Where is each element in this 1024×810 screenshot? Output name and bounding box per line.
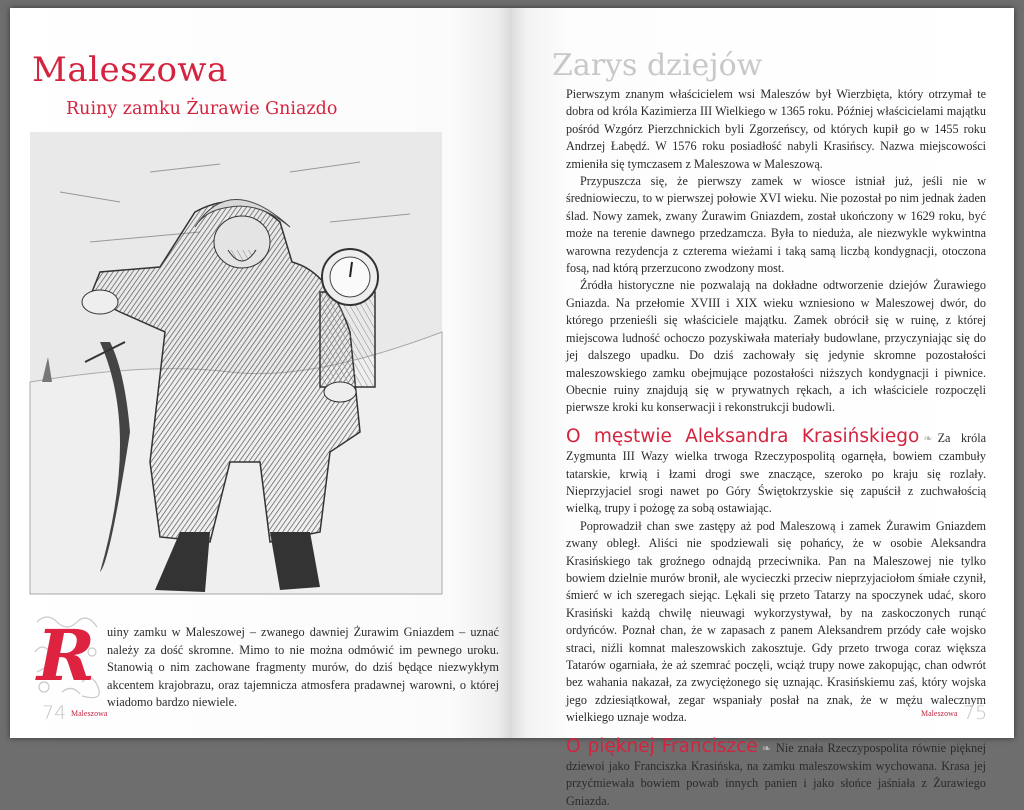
legend-lead: Nie znała Rzeczypospolita równie pięknej dziewoi jako Franciszka Krasińska, na zamku maleszowskim wychowana. Krasa jej przyćmiewała bowiem powab innych panien i jako słońce jaśniała z Żurawiego Gniazda. [566,740,986,808]
leaf-ornament-icon: ❧ [761,742,772,755]
legend-franciszka [566,735,986,810]
legend-lead: Za króla Zygmunta III Wazy wielka trwoga Rzeczypospolitą ogarnęła, bowiem czambuły tatarskie, krwią i łzami drogi swe znaczące, szeroko po kraju się rozlały. Nieprzyjaciel srogi nawet po Góry Świętokrzyskie się zapuścił z zuchwałością wielką, trupy i pożogę za sobą ostawiając. [566,430,986,516]
ornamental-r-icon [32,612,102,698]
illustration [30,132,442,594]
running-head: Maleszowa [71,709,108,718]
page-number: 75 [963,702,988,724]
article-body [566,86,986,810]
legend-paragraph: Poprowadził chan swe zastępy aż pod Maleszową i zamek Żurawim Gniazdem zwany obległ. Aliści nie spodziewali się pohańcy, że w osobie Aleksandra Krasińskiego tak groźnego odnajdą przeciwnika. Pan na Maleszowej nie tylko bowiem dzielnie murów bronił, ale wycieczki przeciw nieprzyjaciołom śmiałe czynił, śmierć w ich szeregach siejąc. Lękali się przeto Tatarzy na spoczynek udać, skoro Krasiński każdą chwilę nieuwagi wykorzystywał, by na zaskoczonych runąć ordyńców. Poznał chan, że w zapasach z panem Aleksandrem przódy całe wojsko straci, niźli komnat maleszowskich zakosztuje. Gdy przeto trwoga coraz większa Tatarów ogarniała, że aż szemrać poczęli, wciąż trupy nowe zakopując, chan odwrót bez wahania nakazał, za zwyciężonego się uznając. Krasińskiemu zaś, który wojska jego zdziesiątkował, zegar wspaniały posłał na znak, że w mężu walecznym wielkiego uznaje wodza. [566,518,986,725]
history-paragraph: Źródła historyczne nie pozwalają na dokładne odtworzenie dziejów Żurawiego Gniazda. Na przełomie XVIII i XIX wieku wzniesiono w Maleszowej dwór, do którego przenieśli się właściciele majątku. Zamek obrócił się w ruinę, z której miejscowa ludność ochoczo pozyskiwała materiały budowlane, przyczyniając się do jej dalszego upadku. Do dziś zachowały się jedynie skromne pozostałości maleszowskiego zamku obejmujące pozostałości niższych kondygnacji i piwnice. Obecnie ruiny znajdują się w prywatnych rękach, a ich właściciele rozpoczęli pierwsze kroki ku konserwacji i rekonstrukcji budowli. [566,278,986,415]
page-subtitle: Ruiny zamku Żurawie Gniazdo [66,99,338,119]
dropcap-ornament [32,612,102,698]
left-page [10,8,512,738]
leaf-ornament-icon: ❧ [923,432,933,445]
running-head: Maleszowa [921,709,958,718]
svg-text:R: R [36,614,96,697]
legend-title: O pięknej Franciszce [566,735,758,757]
history-paragraph: Przypuszcza się, że pierwszy zamek w wiosce istniał już, jeśli nie w średniowieczu, to w pierwszej połowie XVI wieku. Nie pozostał po nim jednak żaden ślad. Nowy zamek, zwany Żurawim Gniazdem, został ukończony w 1629 roku, być może na terenie dawnego przedzamcza. Była to nieduża, ale niezwykle wykwintna warowna rezydencja z czterema wieżami i taką samą liczbą kondygnacji, otoczona fosą, nad którą przerzucono zwodzony most. [566,174,986,276]
page-title: Maleszowa [32,50,228,90]
legend-aleksander [566,425,986,518]
history-paragraph: Pierwszym znanym właścicielem wsi Maleszów był Wierzbięta, który otrzymał te dobra od króla Kazimierza III Wielkiego w 1365 roku. Później właścicielami majątku pośród Wzgórz Pierzchnickich byli Zgorzeńscy, od których kupił go w 1455 roku Andrzej Łabędź. W 1576 roku posiadłość nabyli Krasińscy. Nazwa miejscowości zmieniła się tymczasem z Maleszowa w Maleszową. [566,87,986,171]
book-spread [10,8,1014,808]
intro-paragraph: uiny zamku w Maleszowej – zwanego dawniej Żurawim Gniazdem – uznać należy za dość skromne. Mimo to nie można odmówić im pewnego uroku. Stanowią o nim zachowane fragmenty murów, do dziś będące niezwykłym akcentem krajobrazu, oraz tajemnicza atmosfera pradawnej warowni, o której wiadomo bardzo niewiele. [107,625,499,710]
pencil-drawing-image [30,132,442,594]
right-page [512,8,1014,808]
section-heading: Zarys dziejów [552,48,763,83]
legend-title: O męstwie Aleksandra Krasińskiego [566,425,920,447]
page-number: 74 [42,702,67,724]
